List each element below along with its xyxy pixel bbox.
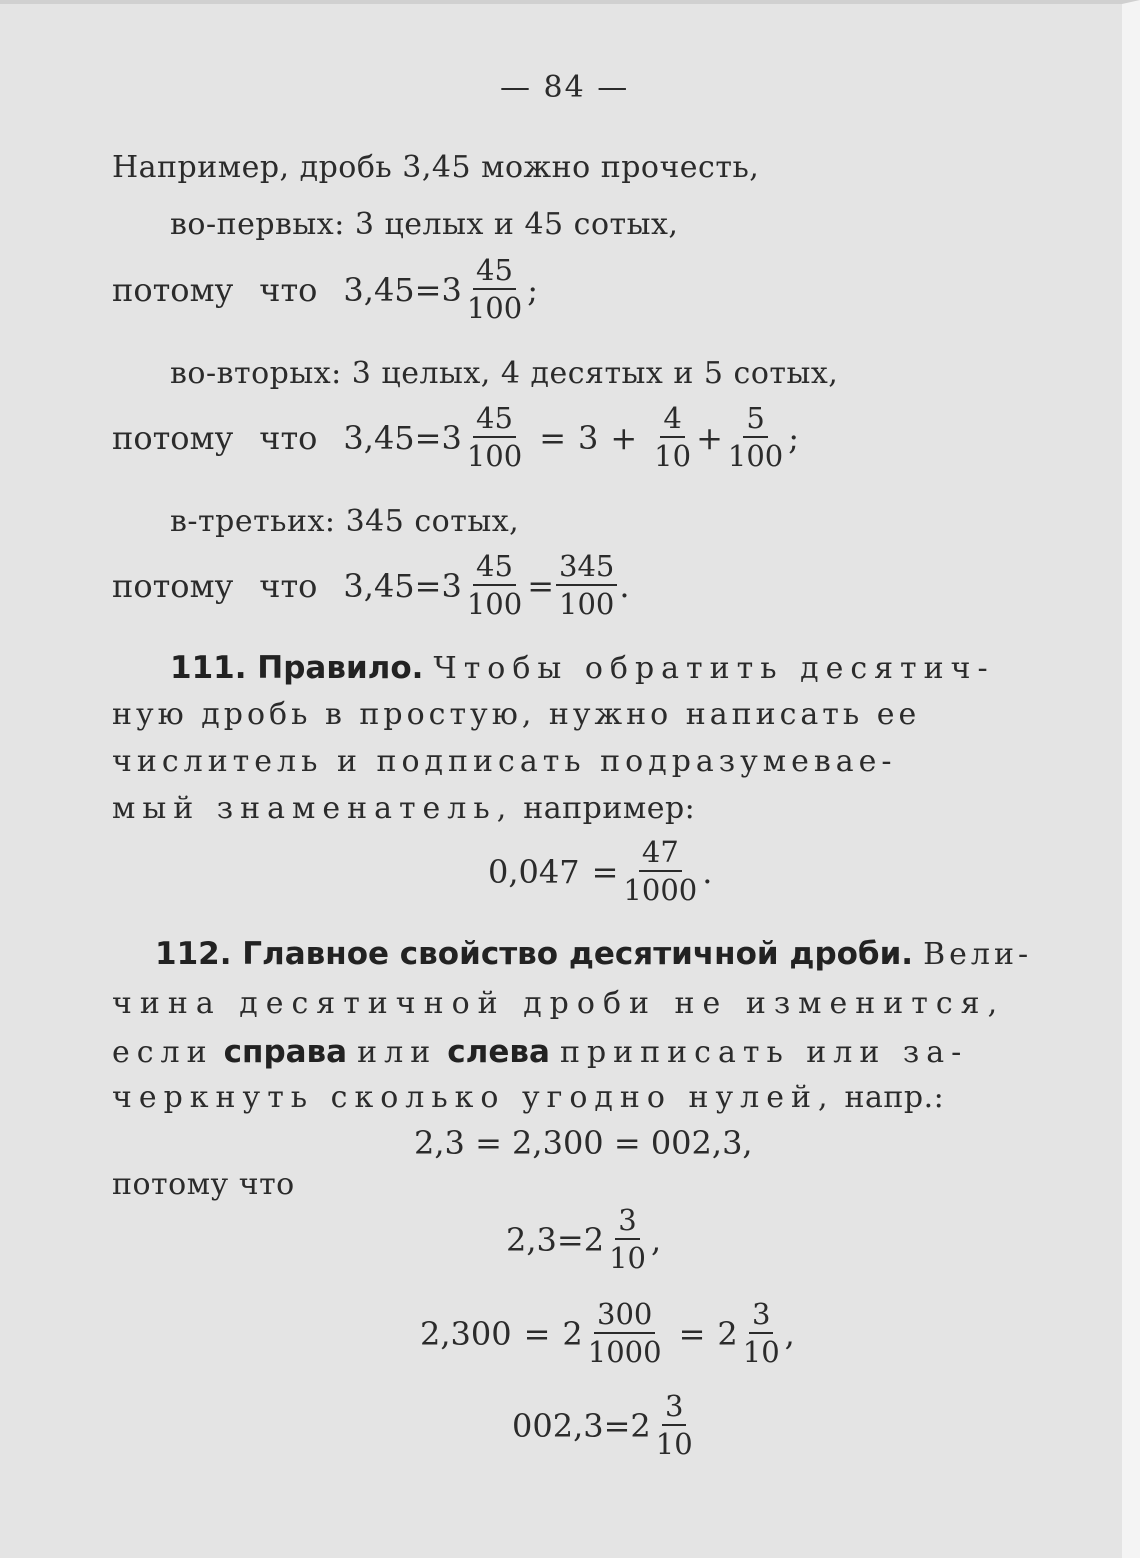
numerator: 3 (662, 1392, 686, 1426)
numerator: 3 (615, 1206, 639, 1240)
first-equation (112, 253, 538, 325)
rule-112-line-3 (112, 1034, 968, 1070)
rule-112-text: если (112, 1035, 214, 1070)
rule-111-example (488, 835, 713, 907)
fraction (620, 835, 700, 907)
fraction (651, 401, 694, 473)
because-word: потому (112, 566, 234, 605)
whole-part: 3 (441, 418, 462, 457)
numerator: 45 (473, 552, 516, 586)
fraction (740, 1297, 783, 1369)
plus-sign: + (696, 418, 723, 457)
rule-112-line-1 (155, 936, 1032, 972)
fraction (606, 1203, 649, 1275)
denominator: 1000 (587, 1335, 662, 1369)
first-reading-label: во-первых: 3 целых и 45 сотых, (170, 207, 679, 242)
equation-lhs: 2,3 (506, 1220, 557, 1259)
emphasis-right: справа (223, 1034, 348, 1070)
numerator: 4 (660, 404, 684, 438)
equals-sign: = (591, 852, 619, 891)
second-reading-label: во-вторых: 3 целых, 4 десятых и 5 сотых, (170, 356, 839, 391)
punctuation: . (619, 566, 630, 605)
equation-lhs: 2,300 (420, 1314, 512, 1353)
fraction (464, 401, 525, 473)
denominator: 100 (559, 587, 615, 621)
fraction (653, 1389, 696, 1461)
numerator: 300 (594, 1300, 655, 1334)
rule-111-line-4 (112, 791, 695, 826)
punctuation: , (784, 1314, 795, 1353)
whole-part: 3 (441, 270, 462, 309)
whole-part: 3 (441, 566, 462, 605)
that-word: что (259, 566, 318, 605)
because-word: потому (112, 418, 234, 457)
rule-111-line-1 (170, 650, 995, 686)
that-word: что (259, 418, 318, 457)
fraction (725, 401, 786, 473)
punctuation: ; (527, 270, 538, 309)
rule-112-line-2: чина десятичной дроби не изменится, (112, 986, 1006, 1021)
rule-112-heading: 112. Главное свойство десятичной дроби. (155, 936, 914, 972)
equation-lhs: 002,3 (512, 1406, 604, 1445)
equation-a (506, 1203, 662, 1275)
denominator: 10 (742, 1335, 780, 1369)
denominator: 100 (466, 587, 523, 621)
that-word: что (259, 270, 318, 309)
rule-111-text: Чтобы обратить десятич- (433, 651, 995, 686)
fraction (464, 549, 525, 621)
because-word: потому (112, 270, 234, 309)
numerator: 345 (556, 552, 617, 586)
fraction (464, 253, 525, 325)
second-equation (112, 401, 800, 473)
denominator: 100 (466, 291, 523, 325)
rule-111-line-3: числитель и подписать подразумевае- (112, 744, 897, 779)
rule-111-heading: 111. Правило. (170, 650, 424, 686)
rule-112-text: приписать или за- (559, 1035, 969, 1070)
equation-lhs: 3,45 (343, 418, 415, 457)
denominator: 100 (727, 439, 784, 473)
fraction (556, 549, 617, 621)
because-text: потому что (112, 1167, 295, 1202)
equals-sign: = (603, 1406, 631, 1445)
example-word: напр.: (844, 1080, 945, 1115)
numerator: 45 (473, 404, 516, 438)
third-equation (112, 549, 630, 621)
equals-sign: = (556, 1220, 584, 1259)
equation-lhs: 0,047 (488, 852, 580, 891)
whole-part: 2 (630, 1406, 651, 1445)
denominator: 100 (466, 439, 523, 473)
emphasis-left: слева (447, 1034, 550, 1070)
third-reading-label: в-третьих: 345 сотых, (170, 504, 520, 539)
rule-112-line-4 (112, 1080, 944, 1115)
equation-lhs: 3,45 (343, 566, 415, 605)
equals-sign: = (414, 270, 442, 309)
numerator: 5 (743, 404, 767, 438)
numerator: 3 (749, 1300, 773, 1334)
numerator: 47 (639, 838, 682, 872)
equation-lhs: 3,45 (343, 270, 415, 309)
rule-112-text: или (357, 1035, 438, 1070)
equals-sign: = (414, 418, 442, 457)
punctuation: ; (788, 418, 800, 457)
denominator: 1000 (623, 873, 698, 907)
denominator: 10 (609, 1241, 646, 1275)
equals-sign: = (414, 566, 442, 605)
equals-sign: = (539, 418, 566, 457)
plus-sign: + (610, 418, 638, 457)
whole-part: 2 (562, 1314, 583, 1353)
equals-sign: = (523, 1314, 551, 1353)
rule-111-line-2: ную дробь в простую, нужно написать ее (112, 697, 921, 732)
whole-part: 2 (717, 1314, 738, 1353)
denominator: 10 (654, 439, 692, 473)
punctuation: . (702, 852, 713, 891)
whole-part: 2 (583, 1220, 605, 1259)
rule-112-text: Вели- (923, 937, 1033, 972)
equation-b (420, 1297, 795, 1369)
numerator: 45 (473, 256, 516, 290)
page-number: — 84 — (500, 70, 630, 105)
example-word: например: (523, 791, 696, 826)
equation-c (512, 1389, 698, 1461)
integer-part: 3 (578, 418, 599, 457)
rule-112-equation: 2,3 = 2,300 = 002,3, (414, 1124, 753, 1162)
intro-text: Например, дробь 3,45 можно прочесть, (112, 150, 760, 185)
denominator: 10 (655, 1427, 693, 1461)
rule-112-text: черкнуть сколько угодно нулей, (112, 1080, 835, 1115)
equals-sign: = (678, 1314, 706, 1353)
punctuation: , (650, 1220, 662, 1259)
fraction (585, 1297, 665, 1369)
rule-111-text: мый знаменатель, (112, 791, 514, 826)
equals-sign: = (527, 566, 554, 605)
